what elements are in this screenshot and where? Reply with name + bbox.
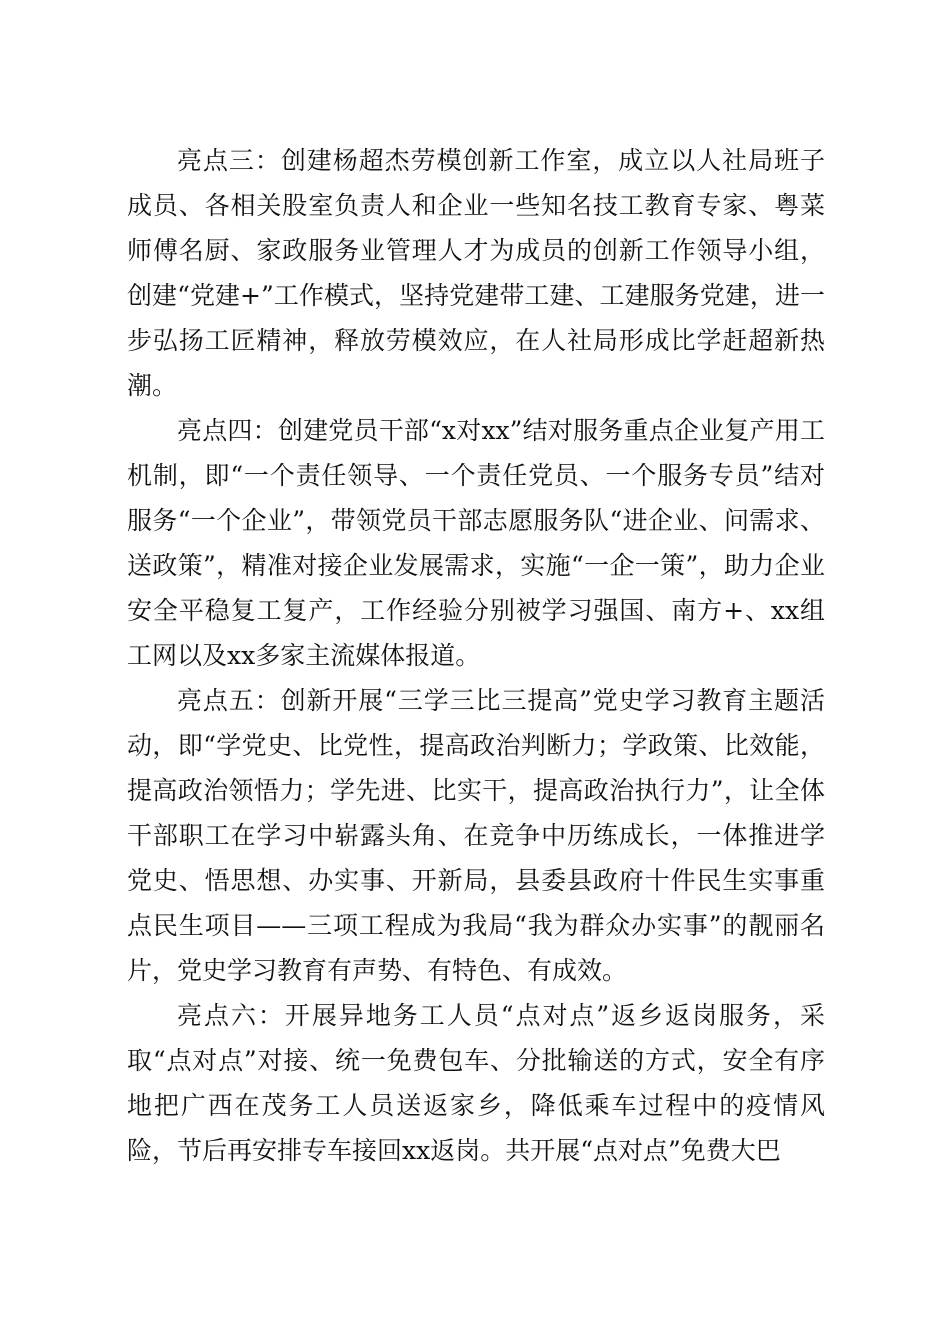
document-body (127, 138, 825, 1173)
paragraph-highlight-six: 亮点六：开展异地务工人员“点对点”返乡返岗服务，采取“点对点”对接、统一免费包车、分批输送的方式，安全有序地把广西在茂务工人员送返家乡，降低乘车过程中的疫情风险，节后再安排专车接回xx返岗。共开展“点对点”免费大巴 (127, 1001, 825, 1165)
paragraph-highlight-four: 亮点四：创建党员干部“x对xx”结对服务重点企业复产用工机制，即“一个责任领导、一个责任党员、一个服务专员”结对服务“一个企业”，带领党员干部志愿服务队“进企业、问需求、送政策”，精准对接企业发展需求，实施“一企一策”，助力企业安全平稳复工复产，工作经验分别被学习强国、南方+、xx组工网以及xx多家主流媒体报道。 (127, 416, 825, 670)
paragraph-highlight-three: 亮点三：创建杨超杰劳模创新工作室，成立以人社局班子成员、各相关股室负责人和企业一些知名技工教育专家、粤菜师傅名厨、家政服务业管理人才为成员的创新工作领导小组，创建“党建+”工作模式，坚持党建带工建、工建服务党建，进一步弘扬工匠精神，释放劳模效应，在人社局形成比学赶超新热潮。 (127, 146, 825, 400)
paragraph-highlight-five: 亮点五：创新开展“三学三比三提高”党史学习教育主题活动，即“学党史、比党性，提高政治判断力；学政策、比效能，提高政治领悟力；学先进、比实干，提高政治执行力”，让全体干部职工在学习中崭露头角、在竞争中历练成长，一体推进学党史、悟思想、办实事、开新局，县委县政府十件民生实事重点民生项目——三项工程成为我局“我为群众办实事”的靓丽名片，党史学习教育有声势、有特色、有成效。 (127, 686, 825, 985)
